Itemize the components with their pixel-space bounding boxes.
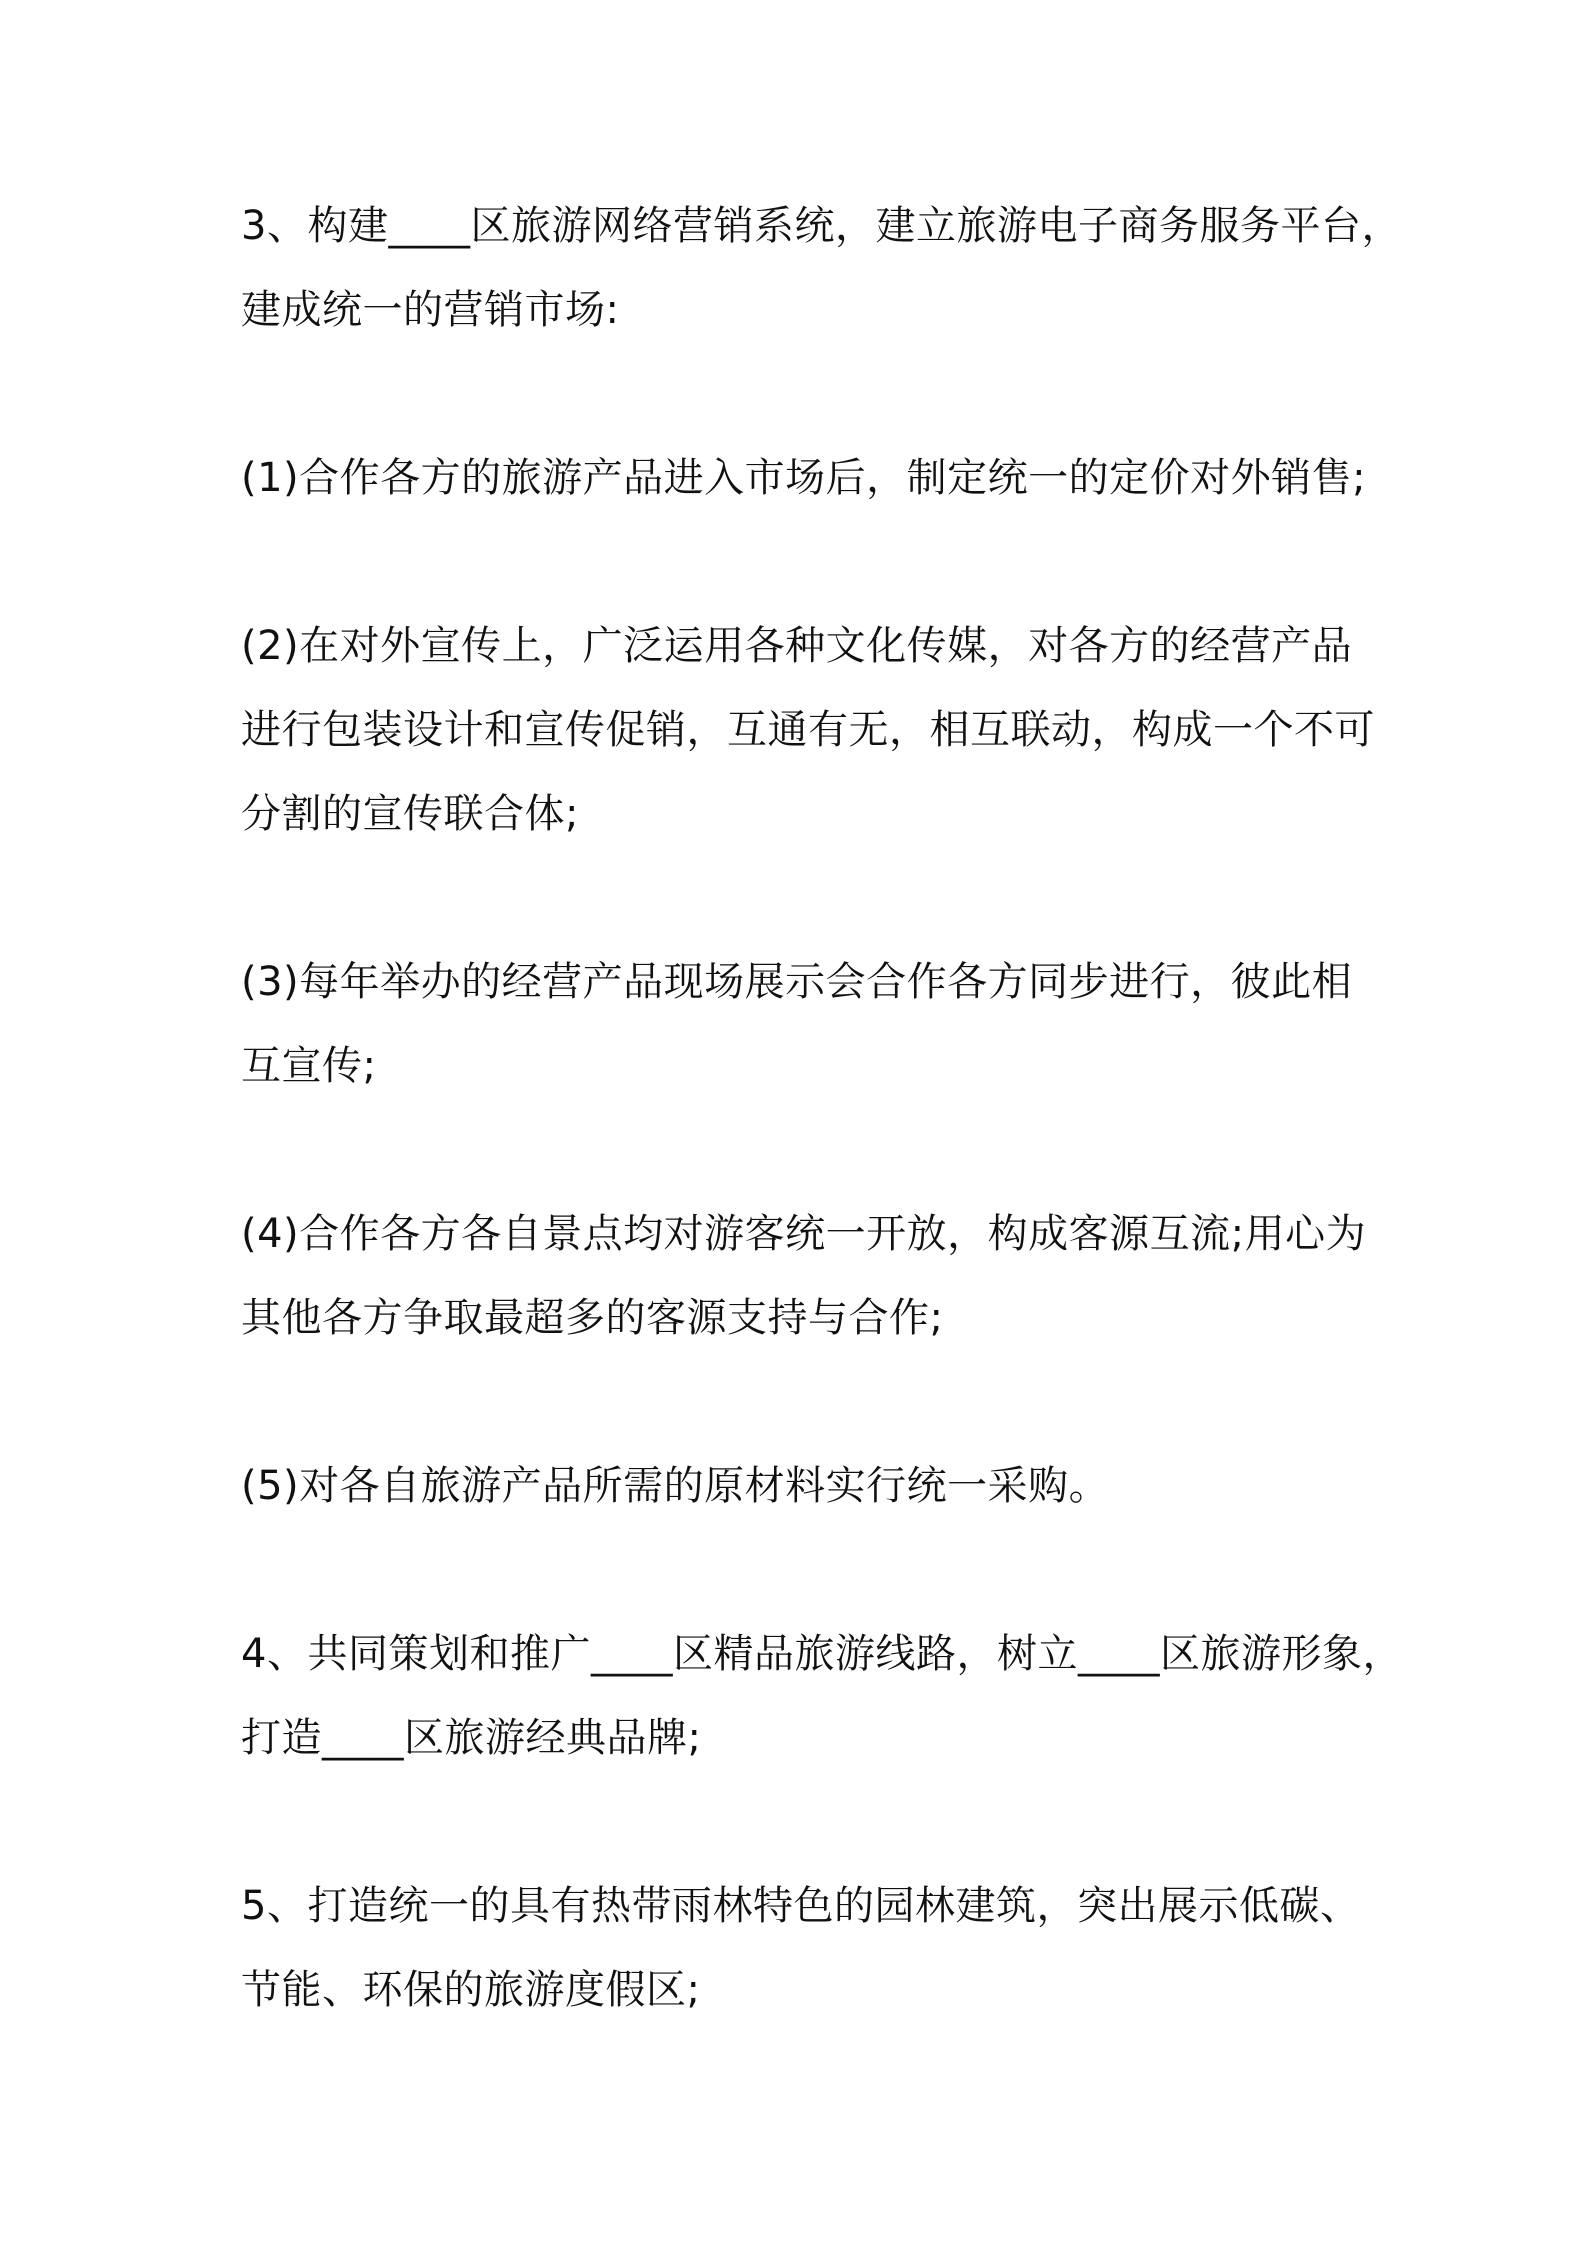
paragraph-item-3-1 bbox=[241, 436, 1367, 520]
paragraph-item-5 bbox=[241, 1864, 1361, 2032]
paragraph-item-3-2 bbox=[241, 604, 1375, 856]
paragraph-line: 互宣传; bbox=[241, 1043, 377, 1089]
paragraph-line: (2)在对外宣传上，广泛运用各种文化传媒，对各方的经营产品 bbox=[241, 623, 1353, 669]
paragraph-item-3-4 bbox=[241, 1192, 1367, 1360]
paragraph-item-3-3 bbox=[241, 940, 1361, 1108]
paragraph-line: 分割的宣传联合体; bbox=[241, 791, 579, 837]
paragraph-line: 节能、环保的旅游度假区; bbox=[241, 1967, 701, 2013]
paragraph-item-4 bbox=[241, 1612, 1403, 1780]
paragraph-item-3-5 bbox=[241, 1444, 1361, 1528]
paragraph-line: (4)合作各方各自景点均对游客统一开放，构成客源互流;用心为 bbox=[241, 1211, 1367, 1257]
paragraph-line: 进行包装设计和宣传促销，互通有无，相互联动，构成一个不可 bbox=[241, 707, 1375, 753]
paragraph-item-3 bbox=[241, 184, 1402, 352]
paragraph-line: 4、共同策划和推广____区精品旅游线路，树立____区旅游形象， bbox=[241, 1631, 1403, 1677]
paragraph-line: 其他各方争取最超多的客源支持与合作; bbox=[241, 1295, 944, 1341]
paragraph-line: (3)每年举办的经营产品现场展示会合作各方同步进行，彼此相 bbox=[241, 959, 1353, 1005]
paragraph-line: 打造____区旅游经典品牌; bbox=[241, 1715, 702, 1761]
paragraph-line: (5)对各自旅游产品所需的原材料实行统一采购。 bbox=[241, 1463, 1110, 1509]
paragraph-line: 建成统一的营销市场: bbox=[241, 287, 620, 333]
paragraph-line: 3、构建____区旅游网络营销系统，建立旅游电子商务服务平台， bbox=[241, 203, 1402, 249]
paragraph-line: 5、打造统一的具有热带雨林特色的园林建筑，突出展示低碳、 bbox=[241, 1883, 1361, 1929]
paragraph-line: (1)合作各方的旅游产品进入市场后，制定统一的定价对外销售; bbox=[241, 455, 1367, 501]
